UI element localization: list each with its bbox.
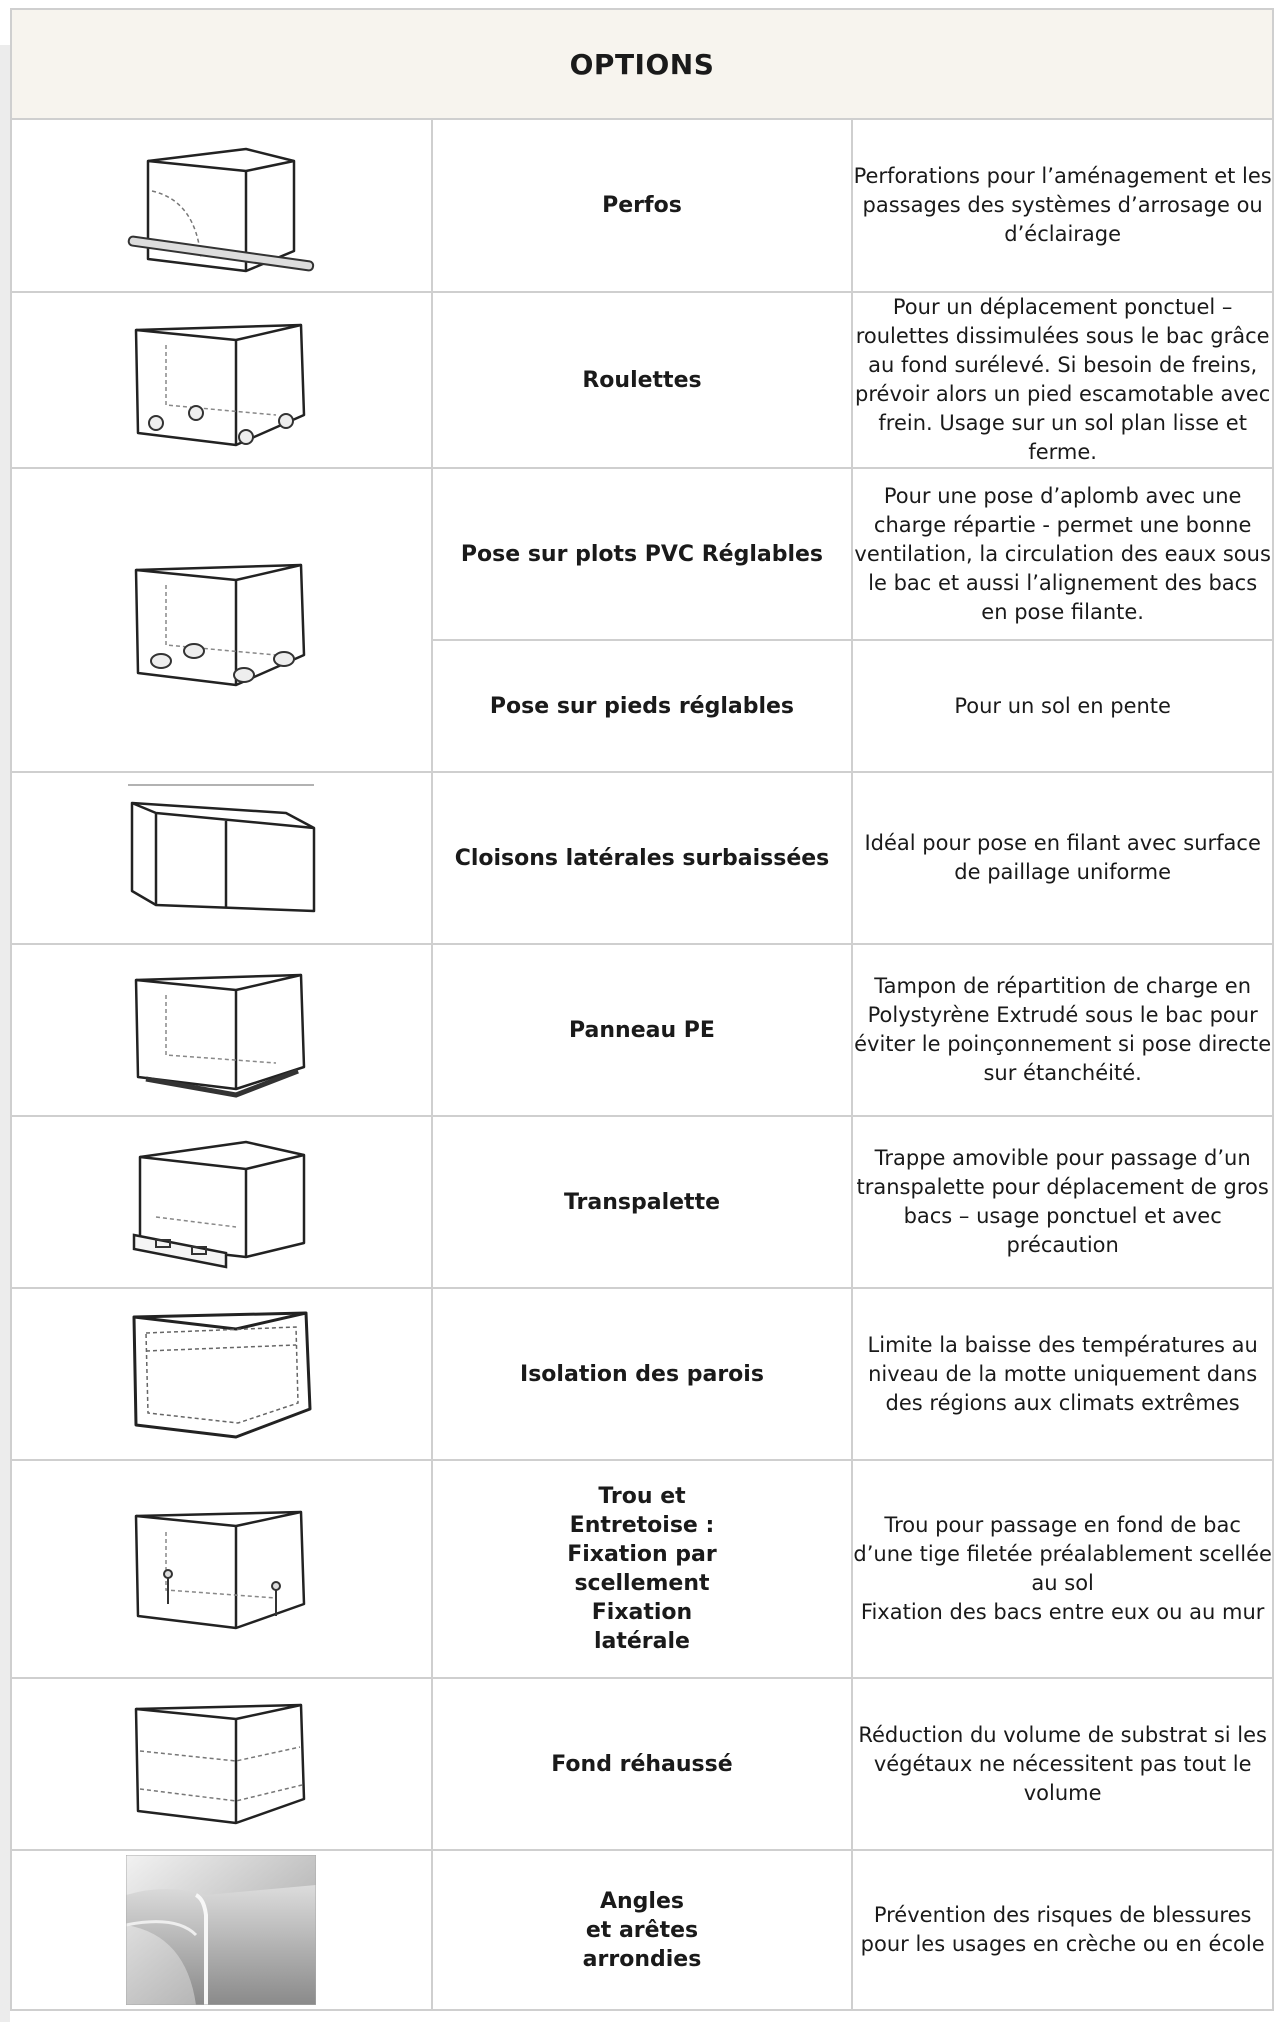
planter-insulation-icon (126, 1299, 316, 1449)
options-header: OPTIONS (11, 9, 1273, 119)
option-name: Roulettes (432, 292, 853, 468)
option-image-cell (11, 772, 432, 944)
option-image-cell (11, 119, 432, 292)
option-description: Réduction du volume de substrat si les végétaux ne nécessitent pas tout le volume (852, 1678, 1273, 1850)
planter-pallet-jack-icon (126, 1127, 316, 1277)
table-row (11, 1288, 1273, 1460)
left-gutter (0, 45, 10, 2022)
option-image-cell (11, 1116, 432, 1288)
table-row (11, 944, 1273, 1116)
option-description: Trappe amovible pour passage d’un transpalette pour déplacement de gros bacs – usage ponctuel et avec précaution (852, 1116, 1273, 1288)
rounded-corner-photo (126, 1855, 316, 2005)
option-description: Prévention des risques de blessures pour les usages en crèche ou en école (852, 1850, 1273, 2010)
table-row (11, 1678, 1273, 1850)
table-row (11, 468, 1273, 640)
option-name: Panneau PE (432, 944, 853, 1116)
option-image-cell (11, 468, 432, 772)
planter-wheels-icon (126, 305, 316, 455)
option-name: Trou et Entretoise : Fixation par scellement Fixation latérale (432, 1460, 853, 1678)
option-name: Fond réhaussé (432, 1678, 853, 1850)
option-image-cell (11, 292, 432, 468)
option-description: Idéal pour pose en filant avec surface de paillage uniforme (852, 772, 1273, 944)
option-name: Perfos (432, 119, 853, 292)
option-description: Limite la baisse des températures au niveau de la motte uniquement dans des régions aux climats extrêmes (852, 1288, 1273, 1460)
table-row (11, 772, 1273, 944)
table-row (11, 1460, 1273, 1678)
planter-lowered-sides-icon (126, 783, 316, 933)
option-name: Angles et arêtes arrondies (432, 1850, 853, 2010)
option-name: Isolation des parois (432, 1288, 853, 1460)
planter-pads-icon (126, 545, 316, 695)
planter-perforation-icon (126, 131, 316, 281)
option-name: Cloisons latérales surbaissées (432, 772, 853, 944)
option-name: Pose sur pieds réglables (432, 640, 853, 772)
option-description: Tampon de répartition de charge en Polystyrène Extrudé sous le bac pour éviter le poinçonnement si pose directe sur étanchéité. (852, 944, 1273, 1116)
table-row (11, 119, 1273, 292)
option-image-cell (11, 1288, 432, 1460)
option-name: Pose sur plots PVC Réglables (432, 468, 853, 640)
option-description: Trou pour passage en fond de bac d’une tige filetée préalablement scellée au sol Fixation des bacs entre eux ou au mur (852, 1460, 1273, 1678)
table-row (11, 292, 1273, 468)
table-row (11, 1116, 1273, 1288)
planter-fixing-icon (126, 1494, 316, 1644)
planter-pe-panel-icon (126, 955, 316, 1105)
option-image-cell (11, 944, 432, 1116)
options-table (10, 8, 1274, 2011)
option-image-cell (11, 1850, 432, 2010)
option-description: Pour une pose d’aplomb avec une charge répartie - permet une bonne ventilation, la circulation des eaux sous le bac et aussi l’alignement des bacs en pose filante. (852, 468, 1273, 640)
planter-raised-bottom-icon (126, 1689, 316, 1839)
table-row (11, 1850, 1273, 2010)
option-name: Transpalette (432, 1116, 853, 1288)
option-description: Perforations pour l’aménagement et les passages des systèmes d’arrosage ou d’éclairage (852, 119, 1273, 292)
option-description: Pour un sol en pente (852, 640, 1273, 772)
option-description: Pour un déplacement ponctuel – roulettes dissimulées sous le bac grâce au fond surélevé. Si besoin de freins, prévoir alors un pied escamotable avec frein. Usage sur un sol plan lisse et ferme. (852, 292, 1273, 468)
option-image-cell (11, 1678, 432, 1850)
option-image-cell (11, 1460, 432, 1678)
